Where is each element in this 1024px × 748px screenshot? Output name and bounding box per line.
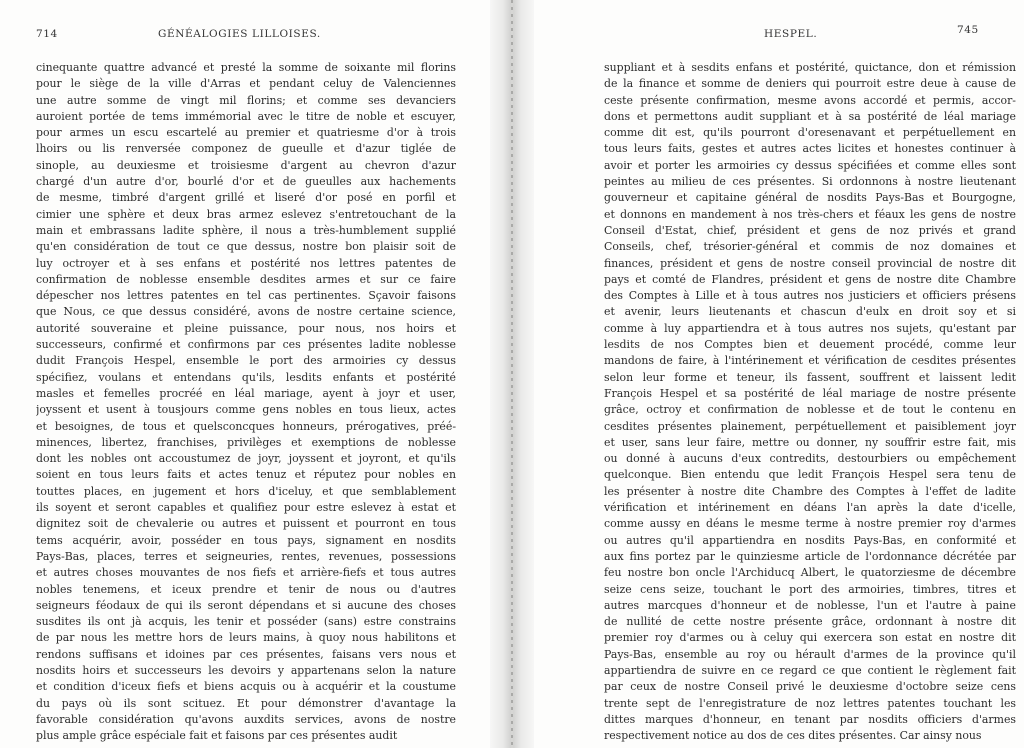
text-line: chargé d'un autre d'or, bourlé d'or et de gueulles aux hachements (36, 175, 456, 189)
text-line: François Hespel et sa postérité de léal mariage de nostre présente (604, 386, 1016, 400)
running-head: GÉNÉALOGIES LILLOISES. (158, 28, 321, 40)
text-line: comme dit est, qu'ils pourront d'oresenavant et perpétuellement en (604, 126, 1016, 140)
text-line: vérification et intérinement en déans l'an après la date d'icelle, (604, 501, 1016, 515)
text-line: touttes places, en jugement et hors d'iceluy, et que semblablement (36, 484, 456, 498)
text-line: premier roy d'armes ou à celuy qui exercera son estat en nostre dit (604, 631, 1016, 645)
text-line: gouverneur et capitaine général de nosdits Pays-Bas et Bourgogne, (604, 191, 1016, 205)
text-line: nobles tenemens, et iceux prendre et tenir de nous ou d'autres (36, 582, 456, 596)
text-line: du pays où ils sont scituez. Et pour démonstrer d'avantage la (36, 696, 456, 710)
text-line: dudit François Hespel, ensemble le port des armoiries cy dessus (36, 354, 456, 368)
text-line: main et embrassans ladite sphère, il nous a très-humblement supplié (36, 223, 456, 237)
text-line: seigneurs féodaux de qui ils seront dépendans et si aucune des choses (36, 598, 456, 612)
text-line: dont les nobles ont accoustumez de joyr, joyssent et joyront, et qu'ils (36, 452, 456, 466)
text-line: lhoirs ou lis renversée componez de gueulle et d'azur tiglée de (36, 142, 456, 156)
text-line: cinequante quattre advancé et presté la somme de soixante mil florins (36, 61, 456, 74)
text-line: luy octroyer et à ses enfans et postérité nos lettres patentes de (36, 256, 456, 270)
gutter-crease (511, 0, 513, 748)
text-line: et user, sans leur faire, mettre ou donner, ny souffrir estre fait, mis (604, 435, 1016, 449)
body-text (36, 60, 456, 744)
text-line: auroient portée de tems immémorial avec le titre de noble et escuyer, (36, 109, 456, 123)
text-line: dons et permettons audit suppliant et à sa postérité de léal mariage (604, 109, 1016, 123)
text-line: avoir et porter les armoiries cy dessus spécifiées et comme elles sont (604, 158, 1016, 172)
text-line: ou autres qu'il appartiendra en nosdits Pays-Bas, en conformité et (604, 533, 1016, 547)
text-line: et autres choses mouvantes de nos fiefs et arrière-fiefs et tous autres (36, 566, 456, 580)
text-line: appartiendra de suivre en ce regard ce que contient le règlement fait (604, 663, 1016, 677)
text-line: tems acquérir, avoir, posséder en tous pays, signament en nosdits (36, 533, 456, 547)
text-line: peintes au milieu de ces présentes. Si ordonnons à nostre lieutenant (604, 175, 1016, 189)
text-line: feu nostre bon oncle l'Archiducq Albert, le quatorziesme de décembre (604, 566, 1016, 580)
body-text (604, 60, 1016, 744)
page-number: 714 (36, 28, 58, 40)
text-line: des Comptes à Lille et à tous autres nos justiciers et officiers présens (604, 289, 1016, 303)
text-line: spécifiez, voulans et entendans qu'ils, lesdits enfants et postérité (36, 370, 456, 384)
text-line: cesdites présentes plainement, perpétuellement et paisiblement joyr (604, 419, 1016, 433)
text-line: qu'en considération de tout ce que dessus, nostre bon plaisir soit de (36, 240, 456, 254)
text-line: joyssent et usent à tousjours comme gens nobles en tous lieux, actes (36, 403, 456, 417)
text-line: comme aussy en déans le mesme terme à nostre premier roy d'armes (604, 517, 1016, 531)
text-line: plus ample grâce espéciale fait et faisons par ces présentes audit (36, 729, 398, 743)
text-line: les présenter à nostre dite Chambre des Comptes à l'effet de ladite (604, 484, 1016, 498)
text-line: lesdits de nos Comptes bien et deuement procédé, comme leur (604, 338, 1016, 352)
text-line: respectivement notice au dos de ces dites présentes. Car ainsy nous (604, 729, 982, 743)
text-line: de la finance et somme de deniers qui pourroit estre deue à cause de (604, 77, 1016, 91)
text-line: trente sept de l'enregistrature de noz lettres patentes touchant les (604, 696, 1016, 710)
text-line: finances, président et gens de nostre conseil provincial de nostre dit (604, 256, 1016, 270)
page-number: 745 (957, 24, 979, 36)
text-line: Pays-Bas, places, terres et seigneuries, rentes, revenues, possessions (36, 549, 456, 563)
text-line: pays et comté de Flandres, président et gens de nostre dite Chambre (604, 272, 1016, 286)
text-line: susdites ils ont jà acquis, les tenir et posséder (sans) estre constrains (36, 615, 456, 629)
text-line: et donnons en mandement à nos très-chers et féaux les gens de nostre (604, 207, 1016, 221)
text-line: Conseil d'Estat, chief, président et gens de noz privés et grand (604, 223, 1016, 237)
text-line: ceste présente confirmation, mesme avons accordé et permis, accor- (604, 93, 1016, 107)
text-line: selon leur forme et teneur, ils fassent, souffrent et laissent ledit (604, 370, 1016, 384)
text-line: dépescher nos lettres patentes en tel cas pertinentes. Sçavoir faisons (36, 289, 456, 303)
text-line: confirmation de noblesse ensemble desdites armes et sur ce faire (36, 272, 456, 286)
text-line: et avenir, leurs lieutenants et chascun d'eulx en droit soy et si (604, 305, 1016, 319)
right-page (534, 0, 1024, 748)
text-line: de mesme, timbré d'argent grillé et liseré d'or posé en porfil et (36, 191, 456, 205)
text-line: tous leurs faits, gestes et autres actes licites et honestes continuer à (604, 142, 1016, 156)
text-line: autres marcques d'honneur et de noblesse, l'un et l'autre à paine (604, 598, 1016, 612)
text-line: autorité souveraine et pleine puissance, pour nous, nos hoirs et (36, 321, 456, 335)
text-line: pour le siège de la ville d'Arras et pendant celuy de Valenciennes (36, 77, 456, 91)
text-line: Conseils, chef, trésorier-général et commis de noz domaines et (604, 240, 1016, 254)
text-line: soient en tous leurs faits et actes tenuz et réputez pour nobles en (36, 468, 456, 482)
text-line: mandons de faire, à l'intérinement et vérification de cesdites présentes (604, 354, 1016, 368)
text-line: ou donné à aucuns d'eux contredits, destourbiers ou empêchement (604, 452, 1016, 466)
book-gutter (490, 0, 534, 748)
text-line: comme à luy appartiendra et à tous autres nos sujets, qu'estant par (604, 321, 1016, 335)
text-line: Pays-Bas, ensemble au roy ou hérault d'armes de la province qu'il (604, 647, 1016, 661)
text-line: seize cens seize, touchant le port des armoiries, timbres, titres et (604, 582, 1016, 596)
running-head: HESPEL. (764, 28, 818, 40)
text-line: aux fins portez par le quinziesme article de l'ordonnance décrétée par (604, 549, 1016, 563)
text-line: pour armes un escu escartelé au premier et quatriesme d'or à trois (36, 126, 456, 140)
left-page (0, 0, 490, 748)
text-line: de nullité de cette nostre présente grâce, ordonnant à nostre dit (604, 615, 1016, 629)
text-line: par ceux de nostre Conseil privé le deuxiesme d'octobre seize cens (604, 680, 1016, 694)
text-line: rendons suffisans et idoines par ces présentes, faisans vers nous et (36, 647, 456, 661)
text-line: quelconque. Bien entendu que ledit François Hespel sera tenu de (604, 468, 1016, 482)
text-line: et condition d'iceux fiefs et biens acquis ou à acquérir et la coustume (36, 680, 456, 694)
text-line: cimier une sphère et deux bras armez eslevez s'entretouchant de la (36, 207, 456, 221)
text-line: successeurs, confirmé et confirmons par ces présentes ladite noblesse (36, 338, 456, 352)
text-line: ils soyent et seront capables et qualifiez pour estre eslevez à estat et (36, 501, 456, 515)
text-line: grâce, octroy et confirmation de noblesse et de tout le contenu en (604, 403, 1016, 417)
text-line: que Nous, ce que dessus considéré, avons de nostre certaine science, (36, 305, 456, 319)
text-line: minences, libertez, franchises, privilèges et exemptions de noblesse (36, 435, 456, 449)
text-line: masles et femelles procréé en léal mariage, ayent à joyr et user, (36, 386, 456, 400)
text-line: suppliant et à sesdits enfans et postérité, quictance, don et rémission (604, 61, 1016, 74)
text-line: sinople, au deuxiesme et troisiesme d'argent au chevron d'azur (36, 158, 456, 172)
text-line: dittes marques d'honneur, en tenant par nosdits officiers d'armes (604, 712, 1016, 726)
text-line: dignitez soit de chevalerie ou autres et puissent et pourront en tous (36, 517, 456, 531)
text-line: nosdits hoirs et successeurs les devoirs y appartenans selon la nature (36, 663, 456, 677)
text-line: une autre somme de vingt mil florins; et comme ses devanciers (36, 93, 456, 107)
text-line: de par nous les mettre hors de leurs mains, à quoy nous habilitons et (36, 631, 456, 645)
text-line: et besoignes, de tous et quelsconcques honneurs, prérogatives, préé- (36, 419, 456, 433)
text-line: favorable considération qu'avons auxdits services, avons de nostre (36, 712, 456, 726)
